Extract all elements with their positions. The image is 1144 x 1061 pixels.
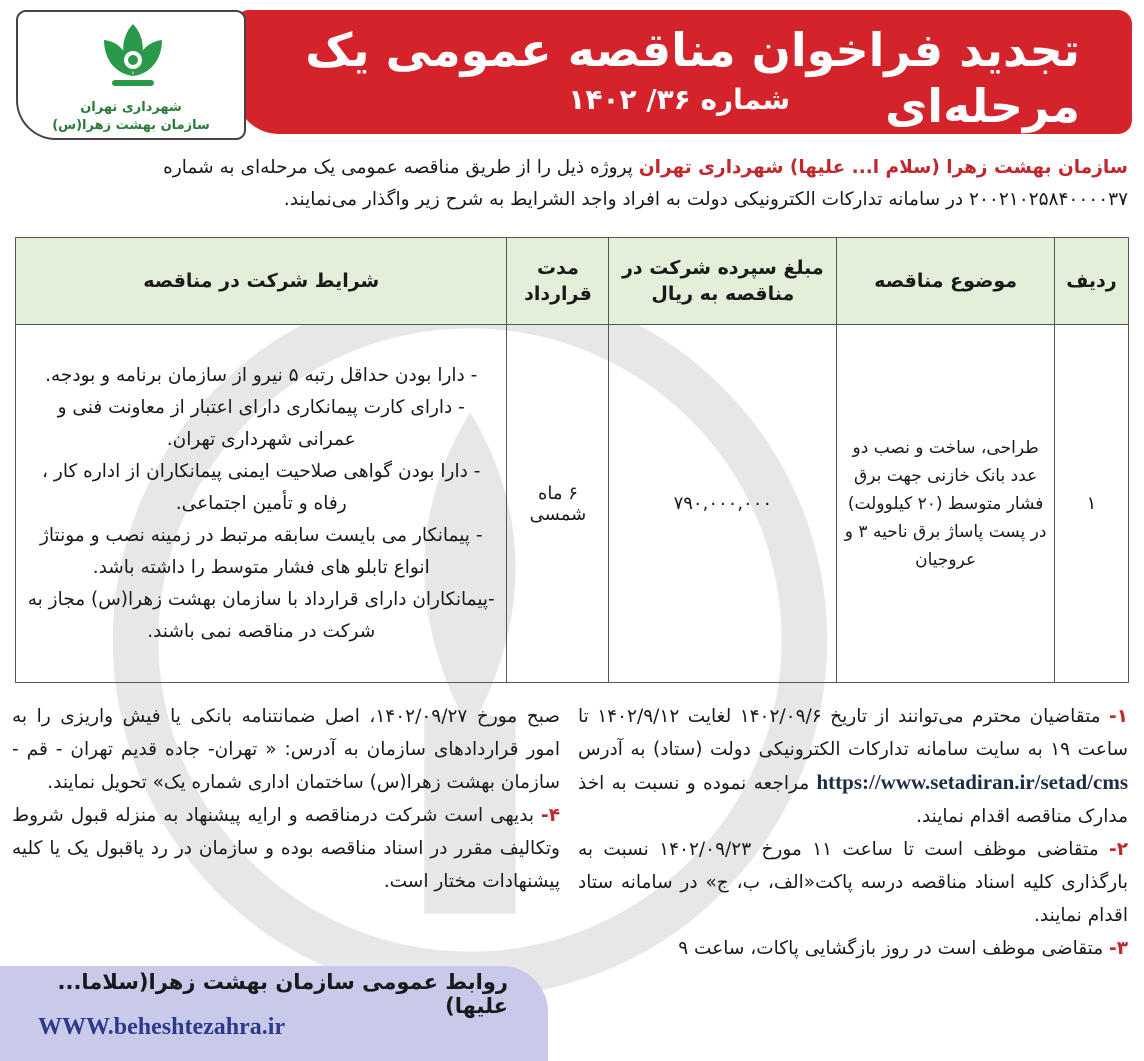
header-duration: مدت قرارداد	[507, 238, 609, 325]
cell-row-number: ۱	[1055, 325, 1129, 683]
header-row-number: ردیف	[1055, 238, 1129, 325]
item-number: ۴-	[541, 805, 560, 826]
items-column-right	[578, 700, 1128, 965]
items-column-left	[12, 700, 560, 898]
intro-paragraph	[20, 152, 1128, 216]
item-2	[578, 833, 1128, 932]
tender-number: شماره ۳۶/ ۱۴۰۲	[568, 83, 790, 116]
condition-item: - دارا بودن حداقل رتبه ۵ نیرو از سازمان برنامه و بودجه.	[45, 364, 478, 386]
item-1-text: متقاضیان محترم می‌توانند از تاریخ ۱۴۰۲/۰۹/۶ لغایت ۱۴۰۲/۹/۱۲ تا ساعت ۱۹ به سایت سامانه تدارکات الکترونیکی دولت (ستاد) به آدرس	[578, 706, 1128, 760]
header-conditions: شرایط شرکت در مناقصه	[16, 238, 507, 325]
public-relations-title: روابط عمومی سازمان بهشت زهرا(سلاما... علیها)	[57, 970, 508, 1018]
table-row	[16, 325, 1129, 683]
organization-name: سازمان بهشت زهرا (سلام ا... علیها) شهرداری تهران	[638, 157, 1128, 178]
cell-conditions	[16, 325, 507, 683]
cell-deposit: ۷۹۰,۰۰۰,۰۰۰	[609, 325, 837, 683]
item-3	[578, 932, 1128, 965]
header-subject: موضوع مناقصه	[837, 238, 1055, 325]
item-number: ۲-	[1109, 839, 1129, 860]
item-number: ۳-	[1109, 938, 1128, 959]
condition-item: - دارا بودن گواهی صلاحیت ایمنی پیمانکاران از اداره کار ، رفاه و تأمین اجتماعی.	[42, 460, 481, 514]
item-3-text: متقاضی موظف است در روز بازگشایی پاکات، ساعت ۹	[678, 938, 1110, 959]
logo	[16, 10, 246, 140]
tehran-municipality-logo-icon	[98, 20, 168, 96]
table-header-row	[16, 238, 1129, 325]
condition-item: - دارای کارت پیمانکاری دارای اعتبار از معاونت فنی و عمرانی شهرداری تهران.	[57, 396, 465, 450]
item-4-text: بدیهی است شرکت درمناقصه و ارایه پیشنهاد به منزله قبول شروط وتکالیف مقرر در اسناد مناقصه بوده و سازمان در رد یاقبول یک یا کلیه پیشنهادات مختار است.	[12, 805, 560, 892]
logo-text-organization: سازمان بهشت زهرا(س)	[52, 118, 210, 133]
cell-duration: ۶ ماه شمسی	[507, 325, 609, 683]
setad-link[interactable]: https://www.setadiran.ir/setad/cms	[816, 770, 1128, 794]
item-3-continued: صبح مورخ ۱۴۰۲/۰۹/۲۷، اصل ضمانتنامه بانکی یا فیش واریزی را به امور قراردادهای سازمان به آدرس: « تهران- جاده قدیم تهران - قم - سازمان بهشت زهرا(س) ساختمان اداری شماره یک» تحویل نمایند.	[12, 706, 560, 793]
header-deposit: مبلغ سپرده شرکت در مناقصه به ریال	[609, 238, 837, 325]
website-link[interactable]: WWW.beheshtezahra.ir	[38, 1014, 286, 1040]
page-title: تجدید فراخوان مناقصه عمومی یک مرحله‌ای	[305, 23, 1080, 133]
item-1-text-end: مراجعه نموده و نسبت به اخذ مدارک مناقصه اقدام نمایند.	[578, 773, 1128, 827]
tender-table	[15, 237, 1129, 683]
logo-text-municipality: شهرداری تهران	[80, 100, 182, 115]
cell-subject: طراحی، ساخت و نصب دو عدد بانک خازنی جهت برق فشار متوسط (۲۰ کیلوولت) در پست پاساژ برق ناحیه ۳ و عروجیان	[837, 325, 1055, 683]
intro-text-1: پروژه ذیل را از طریق مناقصه عمومی یک مرحله‌ای به شماره	[163, 157, 639, 178]
condition-item: - پیمانکار می بایست سابقه مرتبط در زمینه نصب و مونتاژ انواع تابلو های فشار متوسط را داشته باشد.	[39, 524, 483, 578]
item-number: ۱-	[1109, 706, 1128, 727]
item-1	[578, 700, 1128, 833]
condition-item: -پیمانکاران دارای قرارداد با سازمان بهشت زهرا(س) مجاز به شرکت در مناقصه نمی باشند.	[27, 588, 495, 642]
item-4	[12, 799, 560, 898]
item-2-text: متقاضی موظف است تا ساعت ۱۱ مورخ ۱۴۰۲/۰۹/۲۳ نسبت به بارگذاری کلیه اسناد مناقصه درسه پاکت«الف، ب، ج» در سامانه ستاد اقدام نمایند.	[578, 839, 1128, 926]
intro-text-2: ۲۰۰۲۱۰۲۵۸۴۰۰۰۰۳۷ در سامانه تدارکات الکترونیکی دولت به افراد واجد الشرایط به شرح زیر واگذار می‌نمایند.	[283, 189, 1128, 210]
